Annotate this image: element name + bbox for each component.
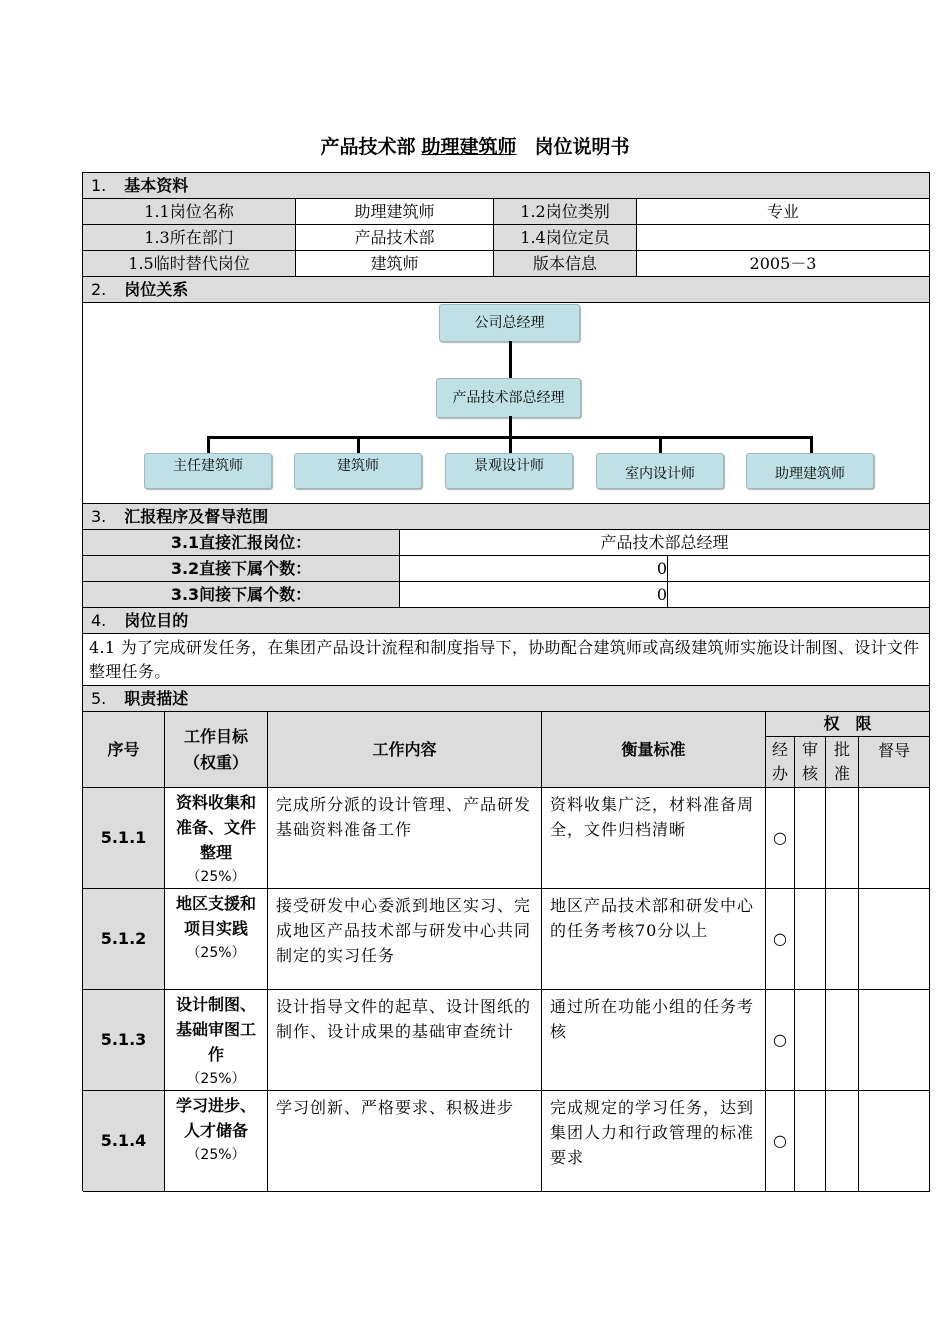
duty-content: 完成所分派的设计管理、产品研发基础资料准备工作 xyxy=(268,788,542,889)
basic-info-key: 1.1岗位名称 xyxy=(83,199,296,225)
duty-goal xyxy=(165,1091,268,1192)
duties-col-goal: 工作目标（权重） xyxy=(165,712,268,788)
section-label: 岗位目的 xyxy=(124,610,189,630)
reporting-value-blank xyxy=(668,582,930,608)
section-number: 2. xyxy=(91,279,107,299)
duty-authority-blank xyxy=(795,1091,826,1192)
org-node-bottom: 主任建筑师 xyxy=(144,453,272,489)
duty-goal-text: 地区支援和项目实践 xyxy=(175,894,256,938)
section-basic-info-header xyxy=(83,173,930,199)
duty-authority-blank xyxy=(859,1091,930,1192)
org-connector xyxy=(357,436,360,454)
reporting-value: 产品技术部总经理 xyxy=(400,530,930,556)
duty-content: 设计指导文件的起草、设计图纸的制作、设计成果的基础审查统计 xyxy=(268,990,542,1091)
duty-authority-mark: ○ xyxy=(766,889,795,990)
basic-info-key: 版本信息 xyxy=(494,251,637,277)
title-doc-name: 岗位说明书 xyxy=(534,136,630,158)
authority-approve: 批准 xyxy=(826,737,859,788)
duty-goal xyxy=(165,889,268,990)
basic-info-value: 专业 xyxy=(637,199,930,225)
duties-col-content: 工作内容 xyxy=(268,712,542,788)
duty-authority-blank xyxy=(859,990,930,1091)
org-connector xyxy=(659,436,662,454)
reporting-key: 3.2直接下属个数： xyxy=(83,556,400,582)
reporting-key: 3.1直接汇报岗位： xyxy=(83,530,400,556)
org-node-bottom: 室内设计师 xyxy=(596,453,724,489)
duty-goal xyxy=(165,990,268,1091)
duty-goal-text: 资料收集和准备、文件整理 xyxy=(175,793,256,862)
title-position: 助理建筑师 xyxy=(421,136,517,158)
org-connector xyxy=(509,436,512,454)
duty-authority-blank xyxy=(859,889,930,990)
job-description-table xyxy=(82,172,930,1191)
basic-info-key: 1.2岗位类别 xyxy=(494,199,637,225)
basic-info-value: 助理建筑师 xyxy=(296,199,494,225)
document-title xyxy=(0,132,950,159)
section-relations-header xyxy=(83,277,930,303)
duty-standard: 资料收集广泛，材料准备周全，文件归档清晰 xyxy=(542,788,766,889)
duty-content: 接受研发中心委派到地区实习、完成地区产品技术部与研发中心共同制定的实习任务 xyxy=(268,889,542,990)
duty-content: 学习创新、严格要求、积极进步 xyxy=(268,1091,542,1192)
duties-col-standard: 衡量标准 xyxy=(542,712,766,788)
duty-standard: 完成规定的学习任务，达到集团人力和行政管理的标准要求 xyxy=(542,1091,766,1192)
duty-goal-text: 设计制图、基础审图工作 xyxy=(175,995,256,1064)
duty-goal-text: 学习进步、人才储备 xyxy=(175,1096,256,1140)
org-node-bottom: 建筑师 xyxy=(294,453,422,489)
section-label: 岗位关系 xyxy=(124,279,189,299)
basic-info-value: 建筑师 xyxy=(296,251,494,277)
reporting-value: 0 xyxy=(400,582,668,608)
duty-authority-mark: ○ xyxy=(766,990,795,1091)
duty-goal-weight: （25%） xyxy=(186,945,246,961)
section-label: 职责描述 xyxy=(124,688,189,708)
basic-info-value: 2005－3 xyxy=(637,251,930,277)
authority-handle: 经办 xyxy=(766,737,795,788)
basic-info-key: 1.5临时替代岗位 xyxy=(83,251,296,277)
reporting-key: 3.3间接下属个数： xyxy=(83,582,400,608)
duty-authority-mark: ○ xyxy=(766,1091,795,1192)
basic-info-key: 1.3所在部门 xyxy=(83,225,296,251)
duty-authority-blank xyxy=(826,889,859,990)
section-label: 汇报程序及督导范围 xyxy=(124,506,269,526)
duty-authority-blank xyxy=(826,1091,859,1192)
duty-standard: 通过所在功能小组的任务考核 xyxy=(542,990,766,1091)
duty-seq: 5.1.2 xyxy=(83,889,165,990)
section-purpose-header xyxy=(83,608,930,634)
title-dept: 产品技术部 xyxy=(320,136,416,158)
section-number: 3. xyxy=(91,506,107,526)
duty-seq: 5.1.4 xyxy=(83,1091,165,1192)
duties-col-authority: 权 限 xyxy=(766,712,930,737)
basic-info-value: 产品技术部 xyxy=(296,225,494,251)
org-connector xyxy=(509,416,512,438)
duty-goal xyxy=(165,788,268,889)
section-label: 基本资料 xyxy=(124,175,189,195)
section-number: 1. xyxy=(91,175,107,195)
authority-supervise: 督导 xyxy=(859,737,930,788)
duty-standard: 地区产品技术部和研发中心的任务考核70分以上 xyxy=(542,889,766,990)
duty-authority-blank xyxy=(826,788,859,889)
basic-info-value xyxy=(637,225,930,251)
org-connector xyxy=(207,436,210,454)
authority-review: 审核 xyxy=(795,737,826,788)
duty-authority-blank xyxy=(826,990,859,1091)
duty-seq: 5.1.1 xyxy=(83,788,165,889)
duty-seq: 5.1.3 xyxy=(83,990,165,1091)
reporting-value: 0 xyxy=(400,556,668,582)
org-node-bottom: 景观设计师 xyxy=(445,453,573,489)
org-node-mid: 产品技术部总经理 xyxy=(436,378,581,418)
duty-authority-blank xyxy=(795,788,826,889)
duty-goal-weight: （25%） xyxy=(186,869,246,885)
duties-col-seq: 序号 xyxy=(83,712,165,788)
purpose-text: 4.1 为了完成研发任务，在集团产品设计流程和制度指导下，协助配合建筑师或高级建筑师实施设计制图、设计文件整理任务。 xyxy=(83,634,930,686)
duty-authority-mark: ○ xyxy=(766,788,795,889)
duty-authority-blank xyxy=(795,990,826,1091)
section-duties-header xyxy=(83,686,930,712)
basic-info-key: 1.4岗位定员 xyxy=(494,225,637,251)
org-node-top: 公司总经理 xyxy=(439,304,580,342)
section-number: 5. xyxy=(91,688,107,708)
org-chart-area xyxy=(83,303,930,504)
reporting-value-blank xyxy=(668,556,930,582)
org-connector xyxy=(810,436,813,454)
org-connector xyxy=(509,341,512,378)
duty-goal-weight: （25%） xyxy=(186,1071,246,1087)
duty-goal-weight: （25%） xyxy=(186,1147,246,1163)
org-node-bottom: 助理建筑师 xyxy=(746,453,874,489)
section-reporting-header xyxy=(83,504,930,530)
duty-authority-blank xyxy=(859,788,930,889)
duty-authority-blank xyxy=(795,889,826,990)
section-number: 4. xyxy=(91,610,107,630)
